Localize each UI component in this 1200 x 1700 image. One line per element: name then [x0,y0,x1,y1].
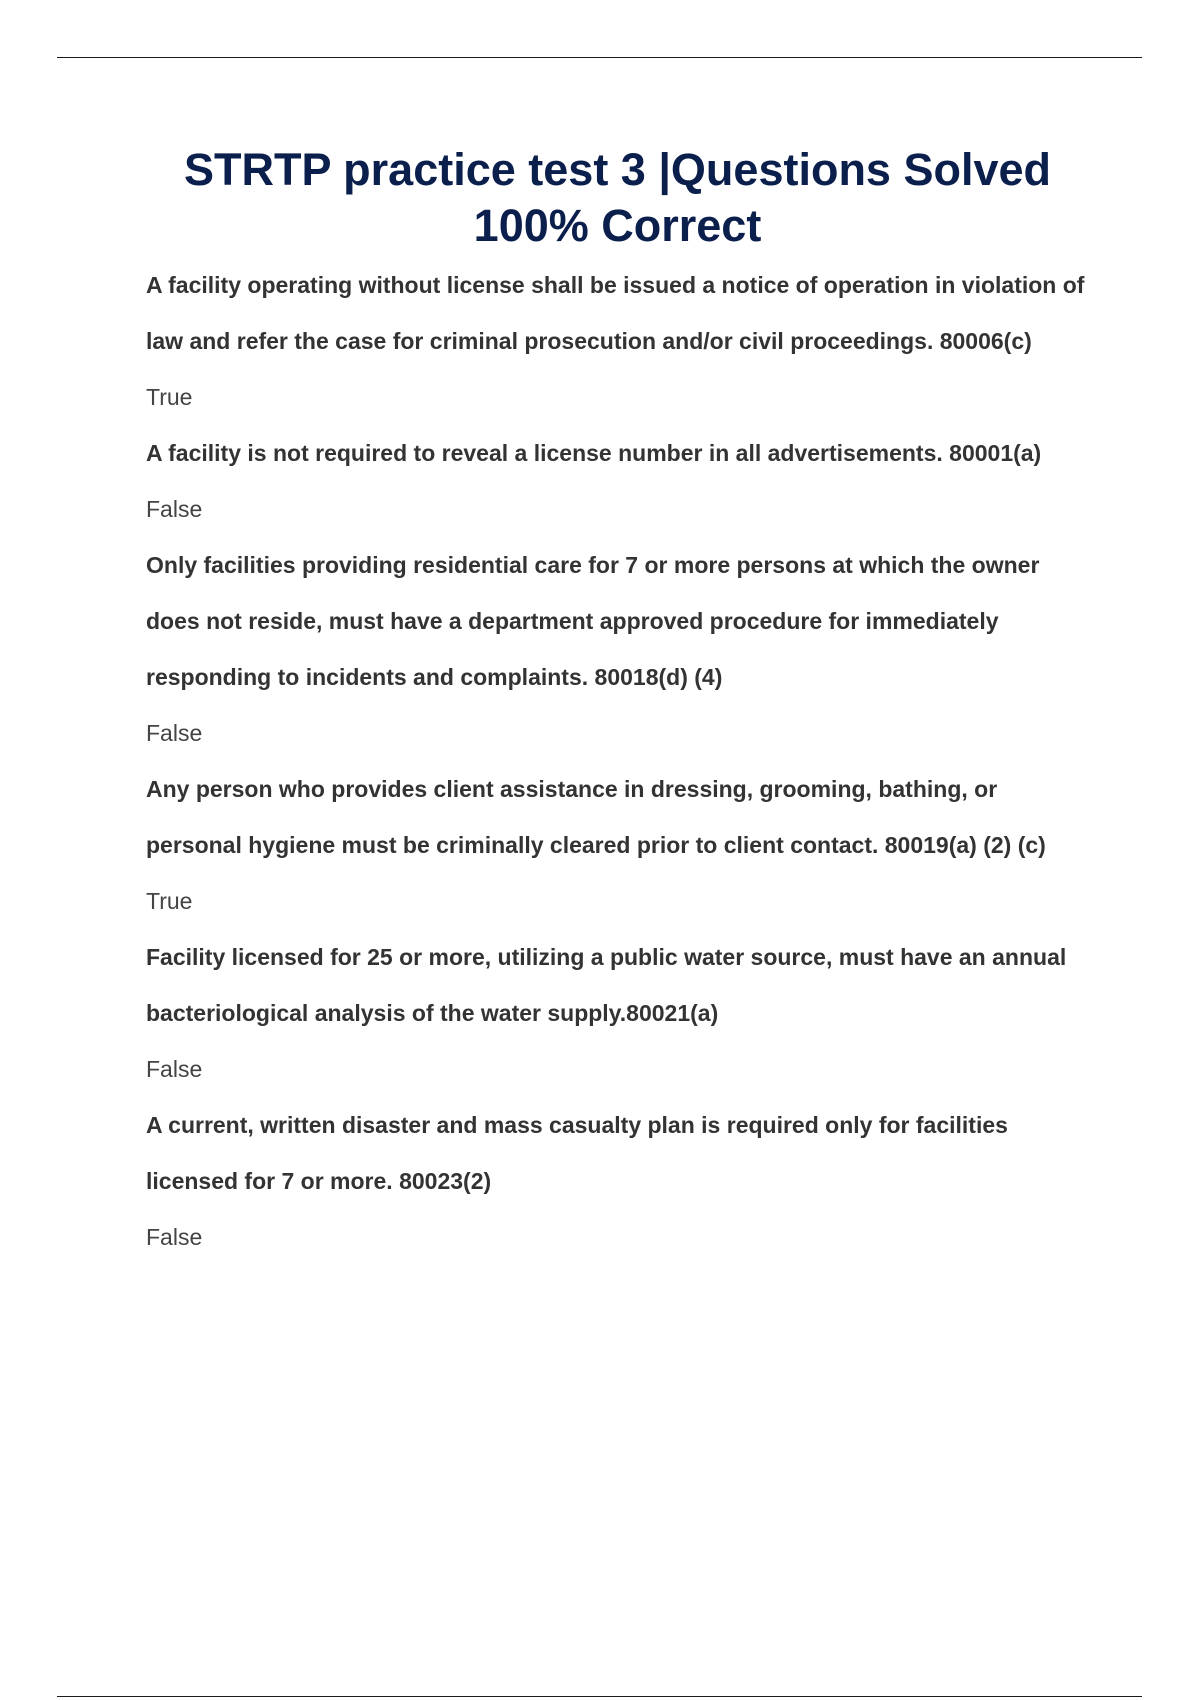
answer-text: False [146,720,203,746]
question-text: A current, written disaster and mass casualty plan is required only for facilities licensed for 7 or more. 80023(2) [146,1112,1008,1194]
answer-text: False [146,496,203,522]
question-text: A facility operating without license shall be issued a notice of operation in violation of law and refer the case for criminal prosecution and/or civil proceedings. 80006(c) [146,272,1085,354]
answer-text: True [146,384,193,410]
qa-list [146,257,1096,1265]
question-text: Facility licensed for 25 or more, utilizing a public water source, must have an annual bacteriological analysis of the water supply.80021(a) [146,944,1067,1026]
bottom-rule [57,1696,1142,1697]
question-text: Only facilities providing residential care for 7 or more persons at which the owner does not reside, must have a department approved procedure for immediately responding to incidents and complaints. 80018(d) (4) [146,552,1040,690]
qa-item [146,1097,1096,1265]
qa-item [146,257,1096,425]
answer-text: True [146,888,193,914]
question-text: A facility is not required to reveal a license number in all advertisements. 80001(a) [146,440,1042,466]
document-title: STRTP practice test 3 |Questions Solved 100% Correct [183,144,1052,251]
top-rule [57,57,1142,58]
answer-text: False [146,1056,203,1082]
qa-item [146,929,1096,1097]
question-text: Any person who provides client assistance in dressing, grooming, bathing, or personal hygiene must be criminally cleared prior to client contact. 80019(a) (2) (c) [146,776,1046,858]
answer-text: False [146,1224,203,1250]
qa-item [146,537,1096,761]
qa-item [146,761,1096,929]
qa-item [146,425,1096,537]
